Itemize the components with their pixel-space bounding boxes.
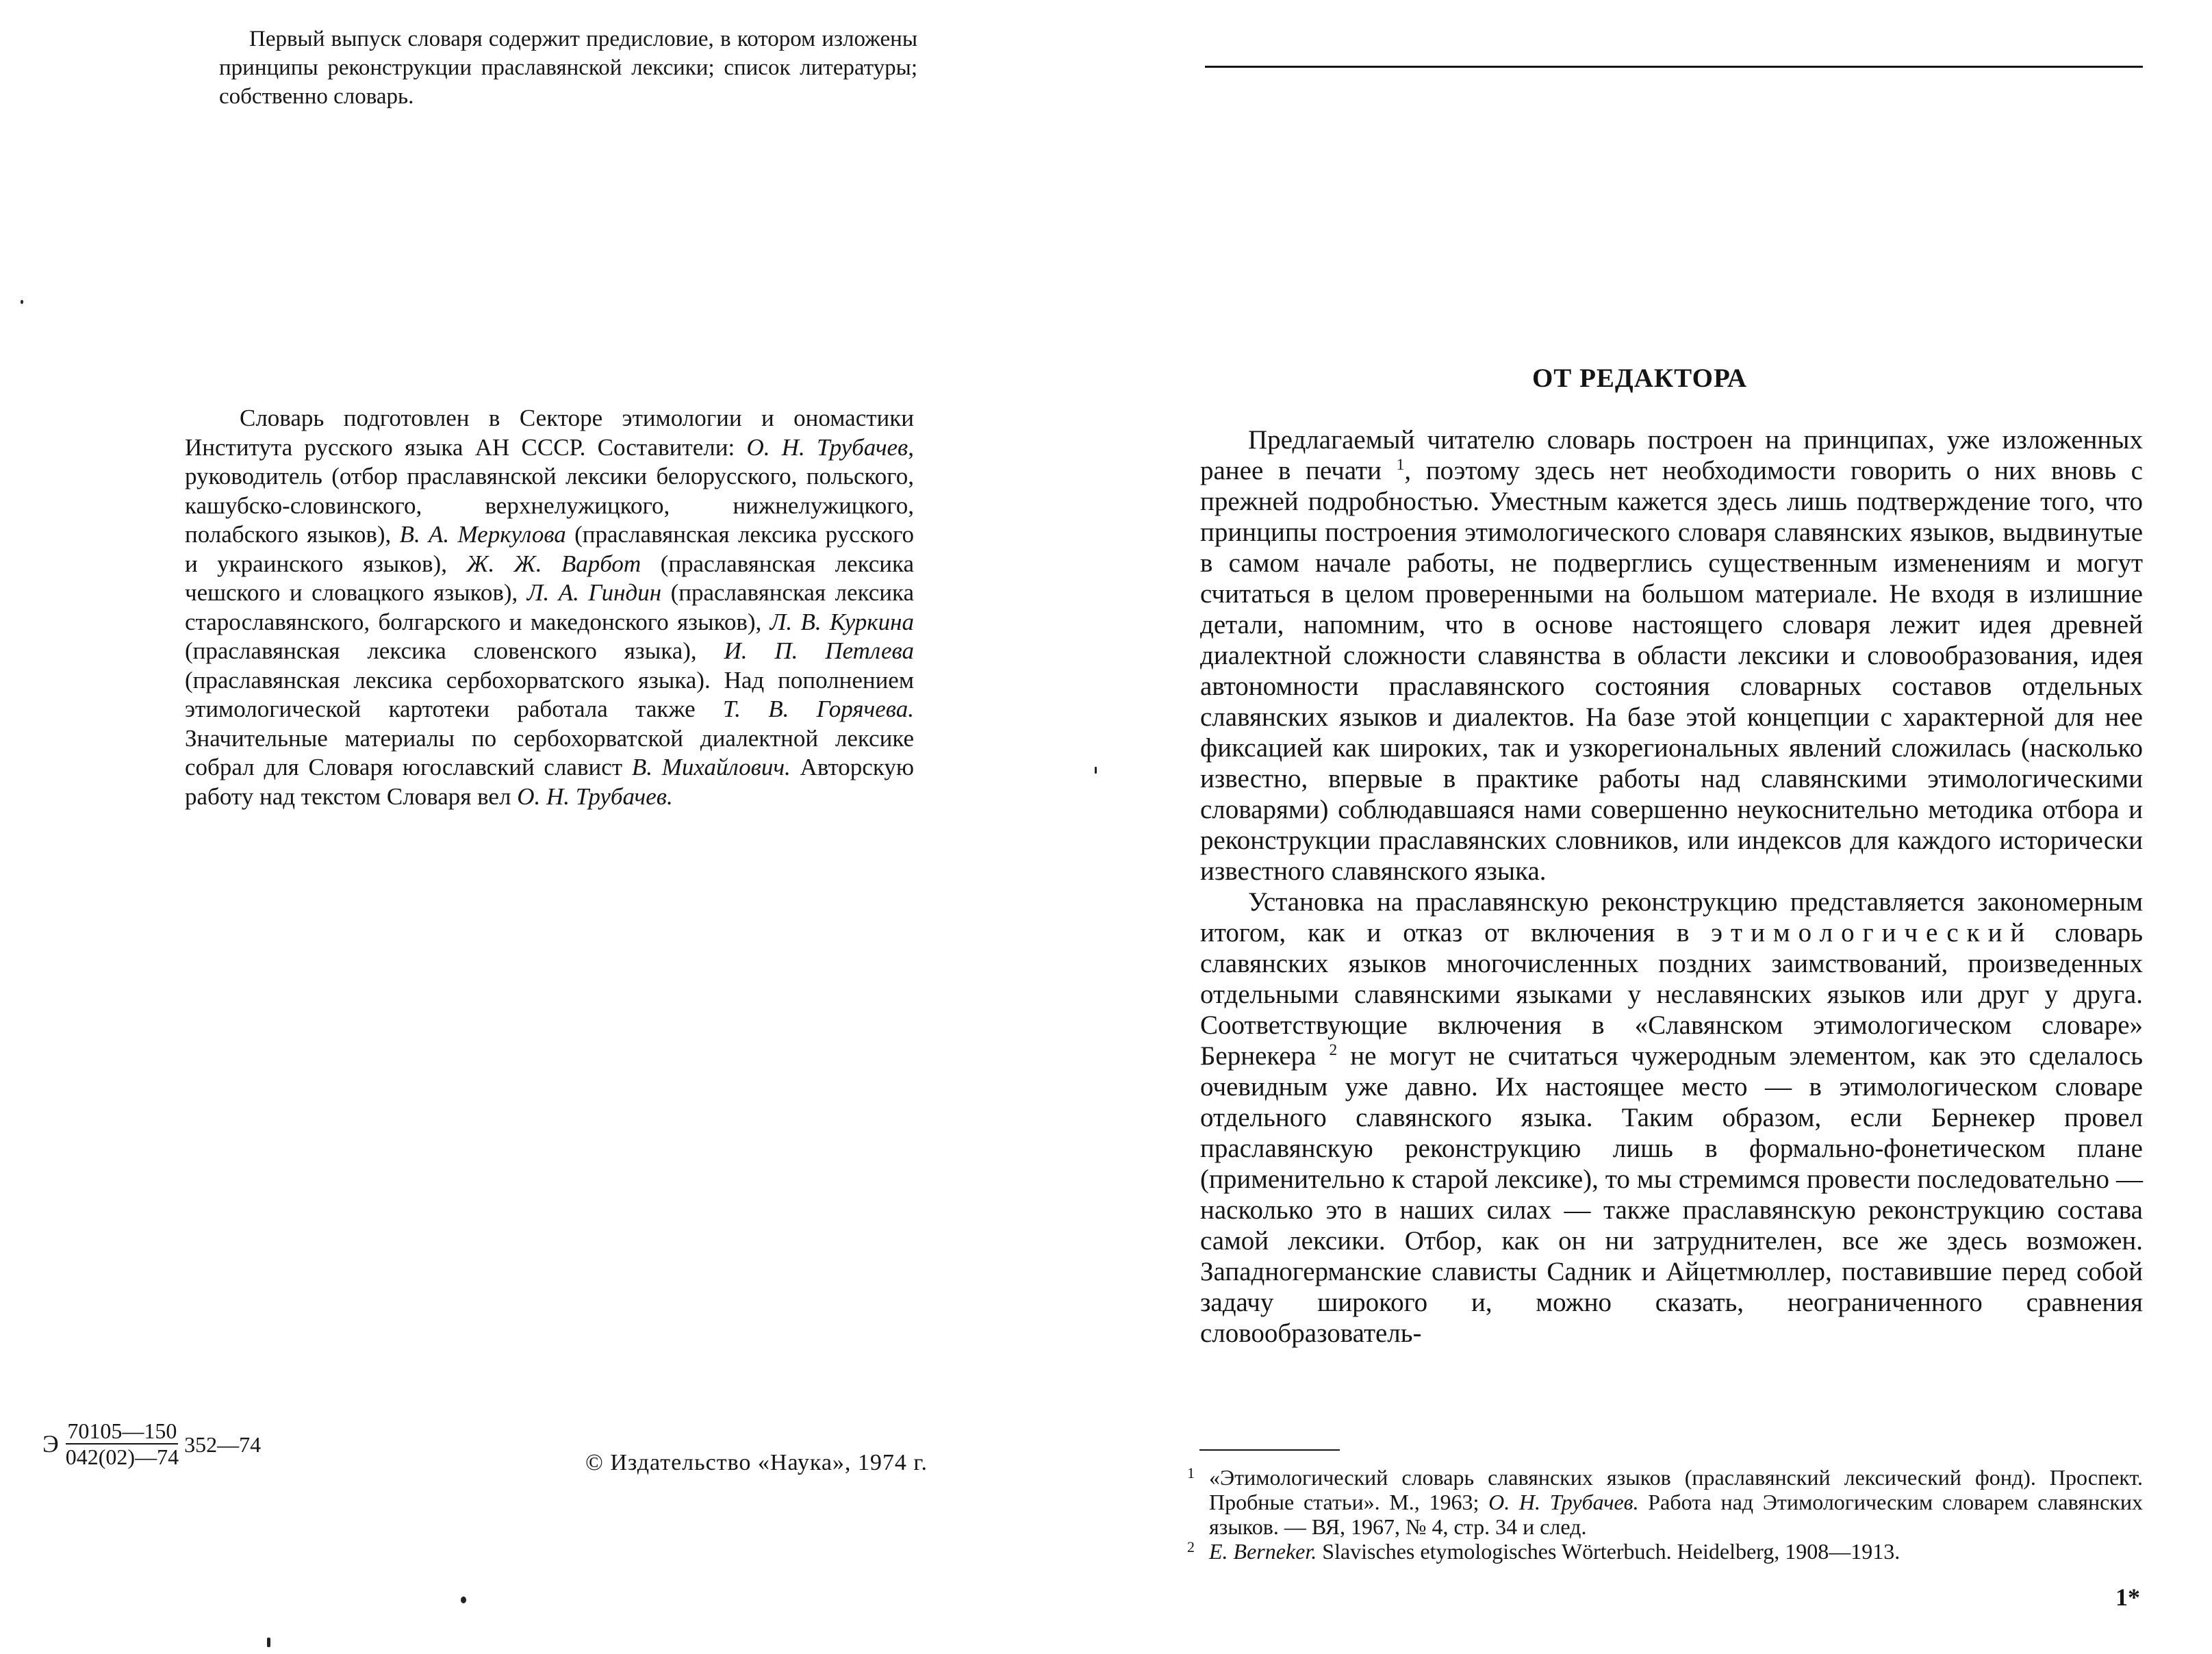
author-name: И. П. Петлева: [724, 637, 914, 664]
body-paragraph: [1200, 424, 2143, 887]
code-letter: Э: [42, 1430, 59, 1458]
author-name: О. Н. Трубачев.: [1488, 1490, 1639, 1514]
credits-text: (праславянская лексика старославянского, болгарского и македонского языков),: [185, 579, 914, 635]
author-name: Л. А. Гиндин: [526, 579, 662, 606]
author-name: В. А. Меркулова: [399, 521, 566, 548]
footnote-rule: [1199, 1449, 1340, 1451]
body-text-run: Предлагаемый читателю словарь построен на принципах, уже изложенных ранее в печати: [1200, 425, 2143, 485]
code-numerator: 70105—150: [67, 1418, 177, 1443]
body-text-run: Установка на праславянскую реконструкцию представляется закономерным итогом, как и отказ от включения в: [1200, 887, 2143, 947]
body-text-run: словарь славянских языков многочисленных поздних заимствований, произведенных отдельными славянскими языками у неславянских языков или друг у друга. Соответствующие включения в «Славянском этимологическом словаре» Бернекера: [1200, 918, 2143, 1071]
footnote-text: Slavisches etymologisches Wörterbuch. Heidelberg, 1908—1913.: [1317, 1539, 1900, 1564]
author-name: Л. В. Куркина: [770, 608, 914, 635]
footnote-text: «Этимологический словарь славянских языков (праславянский лексический фонд). Проспект. Пробные статьи». М., 1963;: [1209, 1465, 2143, 1514]
credits-text: (праславянская лексика русского и украинского языков),: [185, 521, 914, 577]
footnote-mark: 1: [1187, 1464, 1195, 1481]
copyright-line: © Издательство «Наука», 1974 г.: [585, 1450, 928, 1475]
spaced-emphasis: этимологический: [1711, 918, 2033, 947]
credits-text: Значительные материалы по сербохорватской диалектной лексике собрал для Словаря югославский славист: [185, 724, 914, 780]
credits-paragraph: [185, 404, 914, 811]
credits-text: Словарь подготовлен в Секторе этимологии и ономастики Института русского языка АН СССР. Составители:: [185, 405, 914, 461]
credits-text: (праславянская лексика сербохорватского языка). Над пополнением этимологической картотеки работала также: [185, 666, 914, 722]
author-name: О. Н. Трубачев: [746, 433, 908, 461]
scan-speck: [461, 1596, 466, 1603]
chapter-heading: ОТ РЕДАКТОРА: [1531, 364, 1748, 393]
page-number: 1*: [2115, 1583, 2140, 1611]
author-name: В. Михайлович.: [631, 754, 791, 780]
footnotes: [1184, 1465, 2143, 1564]
footnote: [1184, 1539, 2143, 1564]
publication-code: [42, 1418, 261, 1469]
code-suffix: 352—74: [184, 1432, 262, 1457]
body-text-run: , поэтому здесь нет необходимости говорить о них вновь с прежней подробностью. Уместным кажется здесь лишь подтверждение того, что принципы построения этимологического словаря славянских языков, выдвинутые в самом начале работы, не подверглись существенным изменениям и могут считаться в целом проверенными на большом материале. Не входя в излишние детали, напомним, что в основе настоящего словаря лежит идея древней диалектной сложности славянства в области лексики и словообразования, идея автономности праславянского состояния словарных составов отдельных славянских языков и диалектов. На базе этой концепции с характерной для нее фиксацией как широких, так и узкорегиональных явлений сложилась (насколько известно, впервые в практике работы над славянскими этимологическими словарями) соблюдавшаяся нами совершенно неукоснительно методика отбора и реконструкции праславянских словников, или индексов для каждого исторически известного славянского языка.: [1200, 456, 2143, 886]
body-text: [1200, 424, 2143, 1349]
footnote-reference: 1: [1396, 456, 1405, 474]
body-paragraph: [1200, 887, 2143, 1349]
footnote: [1184, 1465, 2143, 1539]
credits-text: (праславянская лексика словенского языка),: [185, 637, 724, 664]
author-name: Т. В. Горячева.: [722, 696, 914, 722]
author-name: Ж. Ж. Варбот: [466, 550, 641, 577]
footnote-mark: 2: [1187, 1538, 1195, 1555]
credits-text: (праславянская лексика чешского и словацкого языков),: [185, 550, 915, 606]
footnote-reference: 2: [1329, 1041, 1338, 1059]
code-denominator: 042(02)—74: [65, 1445, 179, 1469]
body-text-run: не могут не считаться чужеродным элементом, как это сделалось очевидным уже давно. Их настоящее место — в этимологическом словаре отдельного славянского языка. Таким образом, если Бернекер провел праславянскую реконструкцию лишь в формально-фонетическом плане (применительно к старой лексике), то мы стремимся провести последовательно — насколько это в наших силах — также праславянскую реконструкцию состава самой лексики. Отбор, как он ни затруднителен, все же здесь возможен. Западногерманские слависты Садник и Айцетмюллер, поставившие перед собой задачу широкого и, можно сказать, неограниченного сравнения словообразователь-: [1200, 1041, 2143, 1348]
left-page: [0, 0, 1095, 1654]
credits-text: , руководитель (отбор праславянской лексики белорусского, польского, кашубско-словинского, верхнелужицкого, нижнелужицкого, полабского языков),: [185, 433, 914, 548]
credits-text: Авторскую работу над текстом Словаря вел: [185, 754, 914, 810]
code-fraction: [64, 1418, 180, 1469]
footnote-text: Работа над Этимологическим словарем славянских языков. — ВЯ, 1967, № 4, стр. 34 и след.: [1209, 1490, 2143, 1539]
author-name: О. Н. Трубачев.: [517, 783, 673, 810]
scan-speck: [267, 1638, 270, 1647]
author-name: E. Berneker.: [1209, 1539, 1317, 1564]
right-page: [1095, 0, 2212, 1654]
top-rule: [1205, 66, 2143, 68]
scan-speck: [21, 300, 23, 304]
abstract-paragraph: Первый выпуск словаря содержит предисловие, в котором изложены принципы реконструкции праславянской лексики; список литературы; собственно словарь.: [219, 27, 917, 109]
